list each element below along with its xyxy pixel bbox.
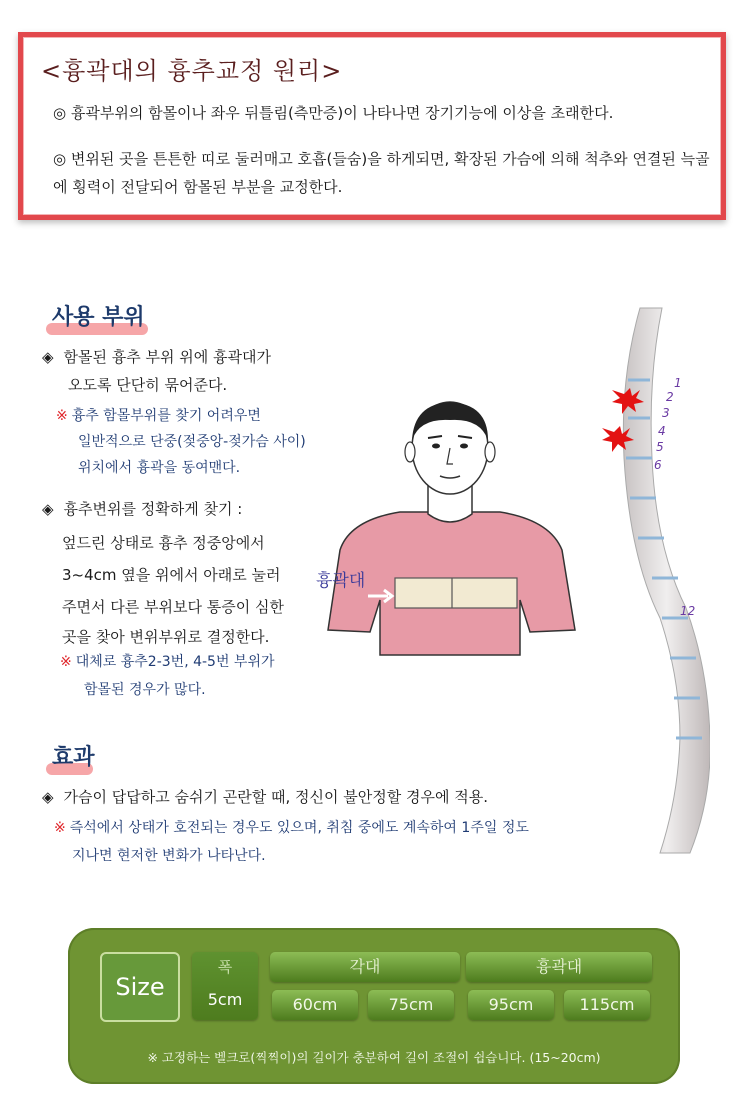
usage-item-2-line-a: 흉추변위를 정확하게 찾기 :	[63, 500, 243, 518]
vertebra-label-6: 6	[654, 458, 662, 472]
vertebra-label-5: 5	[656, 440, 664, 454]
size-cell-95: 95cm	[468, 990, 554, 1020]
principle-line-2: ◎ 변위된 곳을 튼튼한 띠로 둘러매고 호흡(들숨)을 하게되면, 확장된 가슴에 의해 척추와 연결된 늑골에 횡력이 전달되어 함몰된 부분을 교정한다.	[53, 150, 710, 196]
size-cell-115: 115cm	[564, 990, 650, 1020]
reference-mark-icon: ※	[56, 408, 68, 424]
vertebra-label-1: 1	[674, 376, 682, 390]
man-figure-icon	[310, 400, 590, 660]
vertebra-label-3: 3	[662, 406, 670, 420]
usage-item-2-line-e: 곳을 찾아 변위부위로 결정한다.	[62, 628, 270, 646]
width-value: 5cm	[207, 990, 243, 1009]
reference-mark-icon: ※	[54, 820, 66, 836]
usage-item-1	[42, 342, 271, 372]
usage-note-1	[56, 402, 261, 430]
vertebra-label-12: 12	[680, 604, 696, 618]
diamond-bullet-icon: ◈	[42, 348, 54, 366]
usage-heading-text: 사용 부위	[52, 305, 145, 330]
effect-item-text: 가슴이 답답하고 숨쉬기 곤란할 때, 정신이 불안정할 경우에 적용.	[63, 788, 488, 806]
usage-note-2-line-b: 함몰된 경우가 많다.	[84, 682, 206, 698]
usage-item-1-line-a: 함몰된 흉추 부위 위에 흉곽대가	[63, 348, 271, 366]
principle-box	[18, 32, 726, 220]
diamond-bullet-icon: ◈	[42, 788, 54, 806]
size-note: ※ 고정하는 벨크로(찍찍이)의 길이가 충분하여 길이 조절이 쉽습니다. (15~20cm)	[147, 1050, 601, 1065]
effect-note-line-a: 즉석에서 상태가 호전되는 경우도 있으며, 취침 중에도 계속하여 1주일 정도	[69, 820, 529, 836]
effect-note	[54, 814, 529, 842]
chest-band-label: 흉곽대	[316, 571, 366, 591]
usage-heading	[52, 300, 145, 331]
width-header: 폭	[217, 958, 233, 976]
size-cell-75: 75cm	[368, 990, 454, 1020]
group-header-hyunggwakdae: 흉곽대	[466, 952, 652, 982]
principle-line-1: ◎ 흉곽부위의 함몰이나 좌우 뒤틀림(측만증)이 나타나면 장기기능에 이상을 초래한다.	[53, 104, 614, 122]
size-table	[68, 928, 680, 1084]
reference-mark-icon: ※	[60, 654, 72, 670]
width-column	[192, 952, 258, 1020]
spine-icon	[600, 298, 710, 858]
effect-item	[42, 782, 488, 812]
usage-item-2	[42, 494, 242, 524]
diamond-bullet-icon: ◈	[42, 500, 54, 518]
chest-band-illustration	[310, 400, 590, 660]
usage-item-1-line-b: 오도록 단단히 묶어준다.	[68, 376, 228, 394]
usage-item-2-line-b: 엎드린 상태로 흉추 정중앙에서	[62, 534, 265, 552]
effect-note-line-b: 지나면 현저한 변화가 나타난다.	[72, 848, 266, 864]
usage-item-2-line-d: 주면서 다른 부위보다 통증이 심한	[62, 598, 284, 616]
usage-note-1-line-c: 위치에서 흉곽을 동여맨다.	[78, 460, 241, 476]
size-label: Size	[100, 952, 180, 1022]
size-cell-60: 60cm	[272, 990, 358, 1020]
spine-illustration	[600, 298, 710, 858]
effect-heading-text: 효과	[52, 745, 95, 770]
principle-title: <흉곽대의 흉추교정 원리>	[41, 57, 343, 85]
usage-item-2-line-c: 3~4cm 옆을 위에서 아래로 눌러	[62, 566, 281, 584]
usage-note-1-line-a: 흉추 함몰부위를 찾기 어려우면	[71, 408, 261, 424]
vertebra-label-4: 4	[658, 424, 666, 438]
usage-note-2-line-a: 대체로 흉추2-3번, 4-5번 부위가	[75, 654, 275, 670]
usage-note-2	[60, 648, 275, 676]
vertebra-label-2: 2	[666, 390, 674, 404]
usage-note-1-line-b: 일반적으로 단중(젖중앙-젖가슴 사이)	[78, 434, 306, 450]
group-header-gakdae: 각대	[270, 952, 460, 982]
effect-heading	[52, 740, 95, 771]
